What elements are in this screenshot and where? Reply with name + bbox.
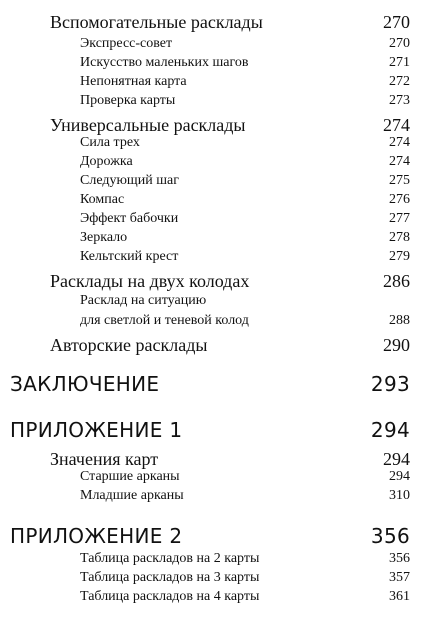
page-number: 293 xyxy=(370,372,410,396)
toc-subsection-entry xyxy=(80,589,410,605)
toc-subsection-title: Таблица раскладов на 4 карты xyxy=(80,589,260,604)
toc-section-title: Вспомогательные расклады xyxy=(50,12,263,32)
toc-subsection-entry xyxy=(80,469,410,485)
toc-subsection-entry xyxy=(80,293,410,309)
toc-section-entry xyxy=(50,115,410,136)
toc-subsection-entry xyxy=(80,36,410,52)
toc-section-entry xyxy=(50,449,410,470)
page-number: 274 xyxy=(383,115,410,135)
toc-section-entry xyxy=(50,335,410,356)
toc-subsection-entry xyxy=(80,93,410,109)
page-number: 310 xyxy=(389,488,410,503)
toc-chapter-entry xyxy=(10,524,410,548)
toc-subsection-entry xyxy=(80,488,410,504)
page-number: 272 xyxy=(389,74,410,89)
toc-section-title: Расклады на двух колодах xyxy=(50,271,250,291)
toc-subsection-entry xyxy=(80,551,410,567)
toc-subsection-title: Зеркало xyxy=(80,230,128,245)
toc-subsection-entry xyxy=(80,173,410,189)
toc-subsection-entry xyxy=(80,154,410,170)
toc-section-title: Универсальные расклады xyxy=(50,115,246,135)
toc-subsection-title: Проверка карты xyxy=(80,93,176,108)
toc-subsection-title: Таблица раскладов на 3 карты xyxy=(80,570,260,585)
toc-subsection-title: Экспресс-совет xyxy=(80,36,173,51)
toc-subsection-entry xyxy=(80,192,410,208)
toc-chapter-entry xyxy=(10,372,410,396)
page-number: 279 xyxy=(389,249,410,264)
page-number: 270 xyxy=(389,36,410,51)
toc-section-title: Значения карт xyxy=(50,449,159,469)
toc-subsection-title: Искусство маленьких шагов xyxy=(80,55,249,70)
toc-subsection-title: Эффект бабочки xyxy=(80,211,179,226)
toc-subsection-title: Кельтский крест xyxy=(80,249,179,264)
toc-section-entry xyxy=(50,271,410,292)
toc-subsection-entry xyxy=(80,211,410,227)
page-number: 275 xyxy=(389,173,410,188)
page-number: 356 xyxy=(370,524,410,548)
toc-section-entry xyxy=(50,12,410,33)
toc-chapter-title: ПРИЛОЖЕНИЕ 2 xyxy=(10,524,183,548)
toc-subsection-title: Дорожка xyxy=(80,154,133,169)
toc-section-title: Авторские расклады xyxy=(50,335,208,355)
page-number: 288 xyxy=(389,313,410,328)
toc-subsection-title: Следующий шаг xyxy=(80,173,179,188)
toc-subsection-entry xyxy=(80,249,410,265)
toc-subsection-title: Младшие арканы xyxy=(80,488,184,503)
page-number: 294 xyxy=(370,418,410,442)
page-number: 273 xyxy=(389,93,410,108)
page-number: 357 xyxy=(389,570,410,585)
toc-chapter-title: ПРИЛОЖЕНИЕ 1 xyxy=(10,418,183,442)
page-number: 274 xyxy=(389,154,410,169)
toc-subsection-title: Расклад на ситуацию xyxy=(80,293,207,308)
toc-chapter-title: ЗАКЛЮЧЕНИЕ xyxy=(10,372,160,396)
page-number: 290 xyxy=(383,335,410,355)
toc-subsection-title: Компас xyxy=(80,192,125,207)
toc-chapter-entry xyxy=(10,418,410,442)
page-number: 277 xyxy=(389,211,410,226)
page-number: 274 xyxy=(389,135,410,150)
page-number: 270 xyxy=(383,12,410,32)
toc-subsection-entry xyxy=(80,313,410,329)
toc-subsection-title: Таблица раскладов на 2 карты xyxy=(80,551,260,566)
page-number: 356 xyxy=(389,551,410,566)
toc-subsection-entry xyxy=(80,135,410,151)
toc-subsection-title: Сила трех xyxy=(80,135,140,150)
page-number: 294 xyxy=(383,449,410,469)
page-number: 286 xyxy=(383,271,410,291)
toc-subsection-title: Непонятная карта xyxy=(80,74,187,89)
toc-subsection-title: для светлой и теневой колод xyxy=(80,313,249,328)
page-number: 271 xyxy=(389,55,410,70)
toc-subsection-entry xyxy=(80,570,410,586)
page-number: 361 xyxy=(389,589,410,604)
toc-subsection-title: Старшие арканы xyxy=(80,469,180,484)
page-number: 276 xyxy=(389,192,410,207)
page-number: 294 xyxy=(389,469,410,484)
toc-subsection-entry xyxy=(80,55,410,71)
toc-subsection-entry xyxy=(80,230,410,246)
toc-subsection-entry xyxy=(80,74,410,90)
page-number: 278 xyxy=(389,230,410,245)
